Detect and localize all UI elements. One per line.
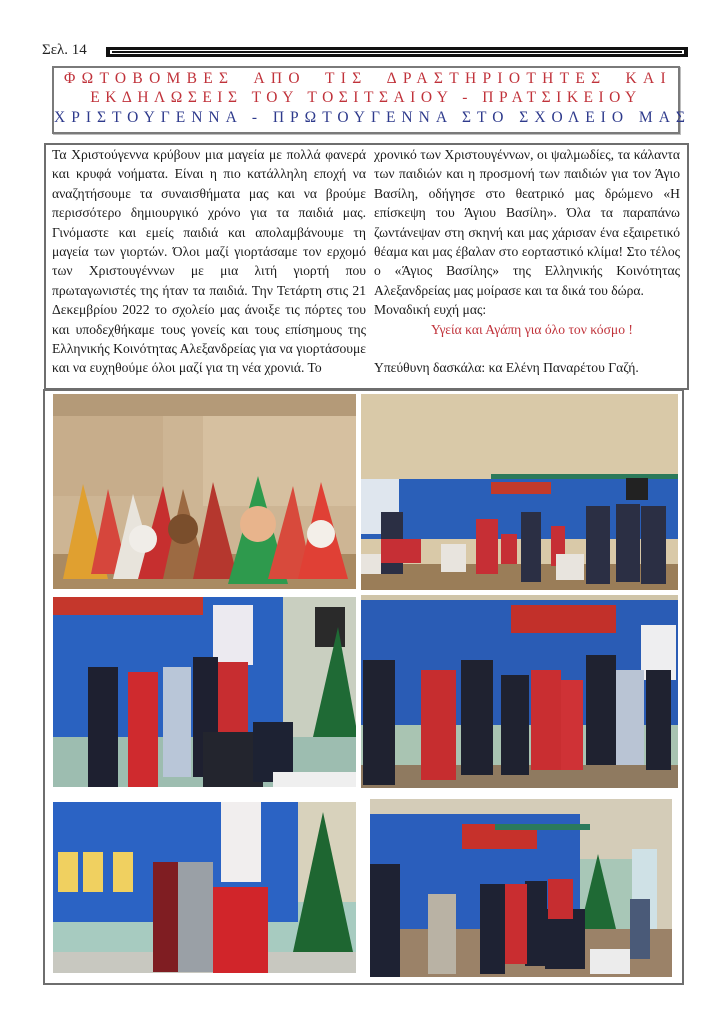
photo-stage-wide	[370, 799, 672, 977]
header-rule	[106, 47, 688, 57]
photo-group	[361, 394, 678, 590]
signature: Υπεύθυνη δασκάλα: κα Ελένη Παναρέτου Γαζή.	[374, 360, 639, 376]
wish-label: Μοναδική ευχή μας:	[374, 302, 487, 318]
title-word: ΚΑΙ	[625, 70, 672, 87]
subtitle: ΧΡΙΣΤΟΥΓΕΝΝΑ - ΠΡΩΤΟΥΓΕΝΝΑ ΣΤΟ ΣΧΟΛΕΙΟ ΜΑΣ	[54, 109, 691, 126]
title-box	[52, 66, 691, 134]
photo-stage-santa	[53, 597, 356, 787]
title-line-2: ΕΚΔΗΛΩΣΕΙΣ ΤΟΥ ΤΟΣΙΤΣΑΙΟΥ - ΠΡΑΤΣΙΚΕΙΟΥ	[90, 89, 642, 106]
page-number: Σελ. 14	[42, 42, 87, 58]
article-paragraph: χρονικό των Χριστουγέννων, οι ψαλμωδίες, τα κάλαντα των παιδιών και η προσμονή των παιδιών για τον Άγιο Βασίλη, οδήγησε στο θεατρικό μας δρώμενο «Η επίσκεψη του Άγιου Βασίλη». Όλα τα παραπάνω ζωντάνεψαν στη σκηνή και μας χάρισαν ένα εξαιρετικό θέαμα και μας έβαλαν στο εορταστικό κλίμα! Στο τέλος ο «Άγιος Βασίλης» της Ελληνικής Κοινότητας Αλεξανδρείας μας μοίρασε και τα δικά του δώρα.	[374, 147, 680, 298]
title-line-1	[54, 70, 678, 88]
title-word: ΦΩΤΟΒΟΜΒΕΣ	[64, 70, 235, 87]
photo-small-kids	[53, 802, 356, 973]
title-word: ΤΙΣ	[324, 70, 368, 87]
title-word: ΔΡΑΣΤΗΡΙΟΤΗΤΕΣ	[386, 70, 607, 87]
article-paragraph: Τα Χριστούγεννα κρύβουν μια μαγεία με πολλά φανερά και κρυφά νοήματα. Είναι η πιο κατάλληλη εποχή να αναζητήσουμε τα συναισθήματα μας και να βρούμε περισσότερο δημιουργικό χρόνο για τα παιδιά μας. Γινόμαστε και εμείς παιδιά και απολαμβάνουμε τη μαγεία των γιορτών. Όλοι μαζί γιορτάσαμε τον ερχομό των Χριστουγέννων με μια λιτή γιορτή που πρωταγωνιστές της ήταν τα παιδιά. Την Τετάρτη στις 21 Δεκεμβρίου 2022 το σχολείο μας άνοιξε τις πόρτες του και υποδεχθήκαμε τους γονείς και τους επίσημους της Ελληνικής Κοινότητας Αλεξανδρείας για να γιορτάσουμε και να ευχηθούμε όλοι μαζί για τη νέα χρονιά. Το	[52, 147, 366, 376]
photo-stage-line	[361, 595, 678, 788]
article-column-right	[374, 145, 680, 377]
title-word: ΑΠΟ	[253, 70, 306, 87]
article-column-left	[52, 145, 366, 378]
article-box	[44, 143, 689, 390]
wish-text: Υγεία και Αγάπη για όλο τον κόσμο !	[431, 321, 633, 337]
photo-crafts	[53, 394, 356, 589]
